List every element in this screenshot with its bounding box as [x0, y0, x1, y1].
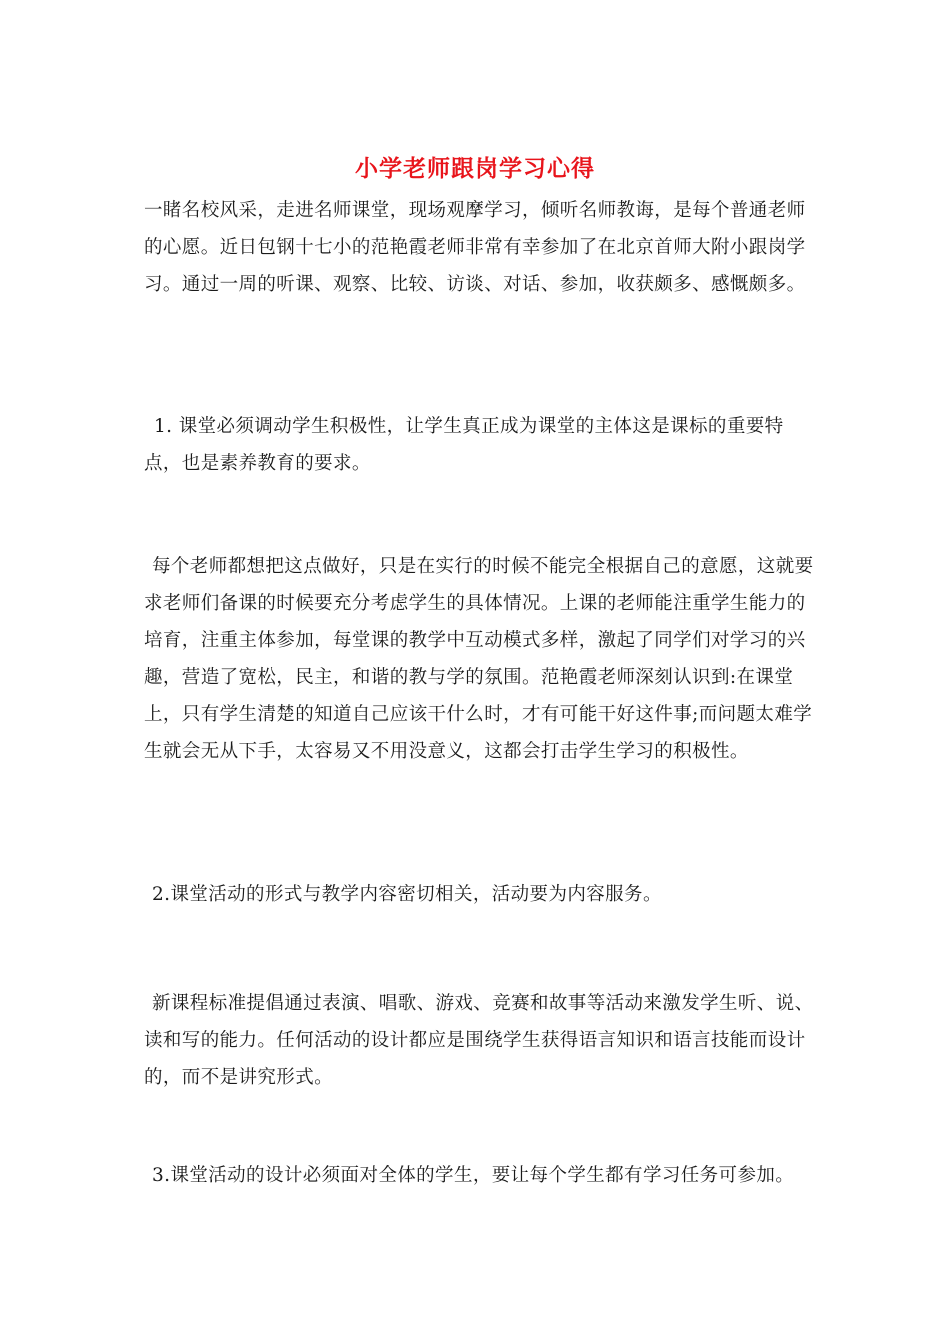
point-2-heading: 2.课堂活动的形式与教学内容密切相关，活动要为内容服务。 [152, 884, 662, 905]
point-1-heading: 1. 课堂必须调动学生积极性，让学生真正成为课堂的主体这是课标的重要特点，也是素养教育的要求。 [144, 416, 784, 474]
point-3-heading: 3.课堂活动的设计必须面对全体的学生，要让每个学生都有学习任务可参加。 [152, 1165, 795, 1186]
point-1-body: 每个老师都想把这点做好，只是在实行的时候不能完全根据自己的意愿，这就要求老师们备课的时候要充分考虑学生的具体情况。上课的老师能注重学生能力的培育，注重主体参加，每堂课的教学中互动模式多样，激起了同学们对学习的兴趣，营造了宽松，民主，和谐的教与学的氛围。范艳霞老师深刻认识到:在课堂上，只有学生清楚的知道自己应该干什么时，才有可能干好这件事;而问题太难学生就会无从下手，太容易又不用没意义，这都会打击学生学习的积极性。 [144, 556, 814, 762]
intro-paragraph: 一睹名校风采，走进名师课堂，现场观摩学习，倾听名师教诲，是每个普通老师的心愿。近日包钢十七小的范艳霞老师非常有幸参加了在北京首师大附小跟岗学习。通过一周的听课、观察、比较、访谈、对话、参加，收获颇多、感慨颇多。 [144, 200, 806, 295]
point-2-body: 新课程标准提倡通过表演、唱歌、游戏、竞赛和故事等活动来激发学生听、说、读和写的能力。任何活动的设计都应是围绕学生获得语言知识和语言技能而设计的，而不是讲究形式。 [144, 993, 814, 1088]
document-title: 小学老师跟岗学习心得 [355, 155, 595, 182]
